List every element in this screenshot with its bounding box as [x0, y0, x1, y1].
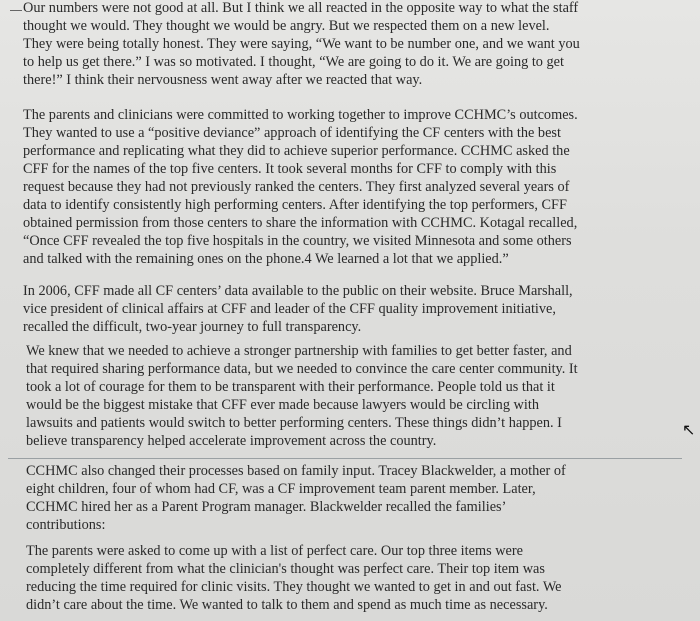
text-line: request because they had not previously ranked the centers. They first analyzed several years of — [23, 179, 570, 195]
text-line: took a lot of courage for them to be transparent with their performance. People told us that it — [26, 379, 555, 395]
text-line: The parents were asked to come up with a list of perfect care. Our top three items were — [26, 543, 524, 559]
text-line: believe transparency helped accelerate improvement across the country. — [26, 433, 437, 449]
text-line: thought we would. They thought we would be angry. But we respected them on a new level. — [23, 18, 550, 34]
text-line: there!” I think their nervousness went away after we reacted that way. — [23, 72, 423, 88]
page-divider — [8, 458, 682, 459]
text-line: We knew that we needed to achieve a stronger partnership with families to get better faster, and — [26, 343, 572, 359]
text-line: completely different from what the clinician's thought was perfect care. Their top item was — [26, 561, 545, 577]
text-line: would be the biggest mistake that CFF ever made because lawyers would be circling with — [26, 397, 539, 413]
text-line: Our numbers were not good at all. But I think we all reacted in the opposite way to what the staff — [23, 0, 579, 16]
text-line: CFF for the names of the top five centers. It took several months for CFF to comply with this — [23, 161, 557, 177]
text-line: The parents and clinicians were committed to working together to improve CCHMC’s outcomes. — [23, 107, 578, 123]
text-cursor-mark — [10, 10, 22, 11]
text-line: CCHMC also changed their processes based on family input. Tracey Blackwelder, a mother of — [26, 463, 566, 479]
mouse-pointer-icon: ↖ — [682, 420, 696, 439]
text-line: data to identify consistently high performing centers. After identifying the top performers, CFF — [23, 197, 567, 213]
text-line: and talked with the remaining ones on the phone.4 We learned a lot that we applied.” — [23, 251, 509, 267]
text-line: recalled the difficult, two-year journey to full transparency. — [23, 319, 362, 335]
text-line: CCHMC hired her as a Parent Program manager. Blackwelder recalled the families’ — [26, 499, 507, 515]
text-line: eight children, four of whom had CF, was a CF improvement team parent member. Later, — [26, 481, 536, 497]
text-line: that required sharing performance data, but we needed to convince the care center community. It — [26, 361, 578, 377]
text-line: vice president of clinical affairs at CFF and leader of the CFF quality improvement initiative, — [23, 301, 556, 317]
text-line: lawsuits and patients would switch to better performing centers. These things didn’t happen. I — [26, 415, 562, 431]
text-line: didn’t care about the time. We wanted to talk to them and spend as much time as necessary. — [26, 597, 548, 613]
text-line: performance and replicating what they did to achieve superior performance. CCHMC asked the — [23, 143, 570, 159]
text-line: “Once CFF revealed the top five hospitals in the country, we visited Minnesota and some others — [23, 233, 572, 249]
text-line: In 2006, CFF made all CF centers’ data available to the public on their website. Bruce Marshall, — [23, 283, 573, 299]
text-line: They wanted to use a “positive deviance” approach of identifying the CF centers with the best — [23, 125, 561, 141]
text-line: obtained permission from those centers to share the information with CCHMC. Kotagal recalled, — [23, 215, 578, 231]
text-line: reducing the time required for clinic visits. They thought we wanted to get in and out fast. We — [26, 579, 562, 595]
text-line: to help us get there.” I was so motivated. I thought, “We are going to do it. We are going to get — [23, 54, 564, 70]
text-line: They were being totally honest. They were saying, “We want to be number one, and we want you — [23, 36, 580, 52]
text-line: contributions: — [26, 517, 106, 533]
